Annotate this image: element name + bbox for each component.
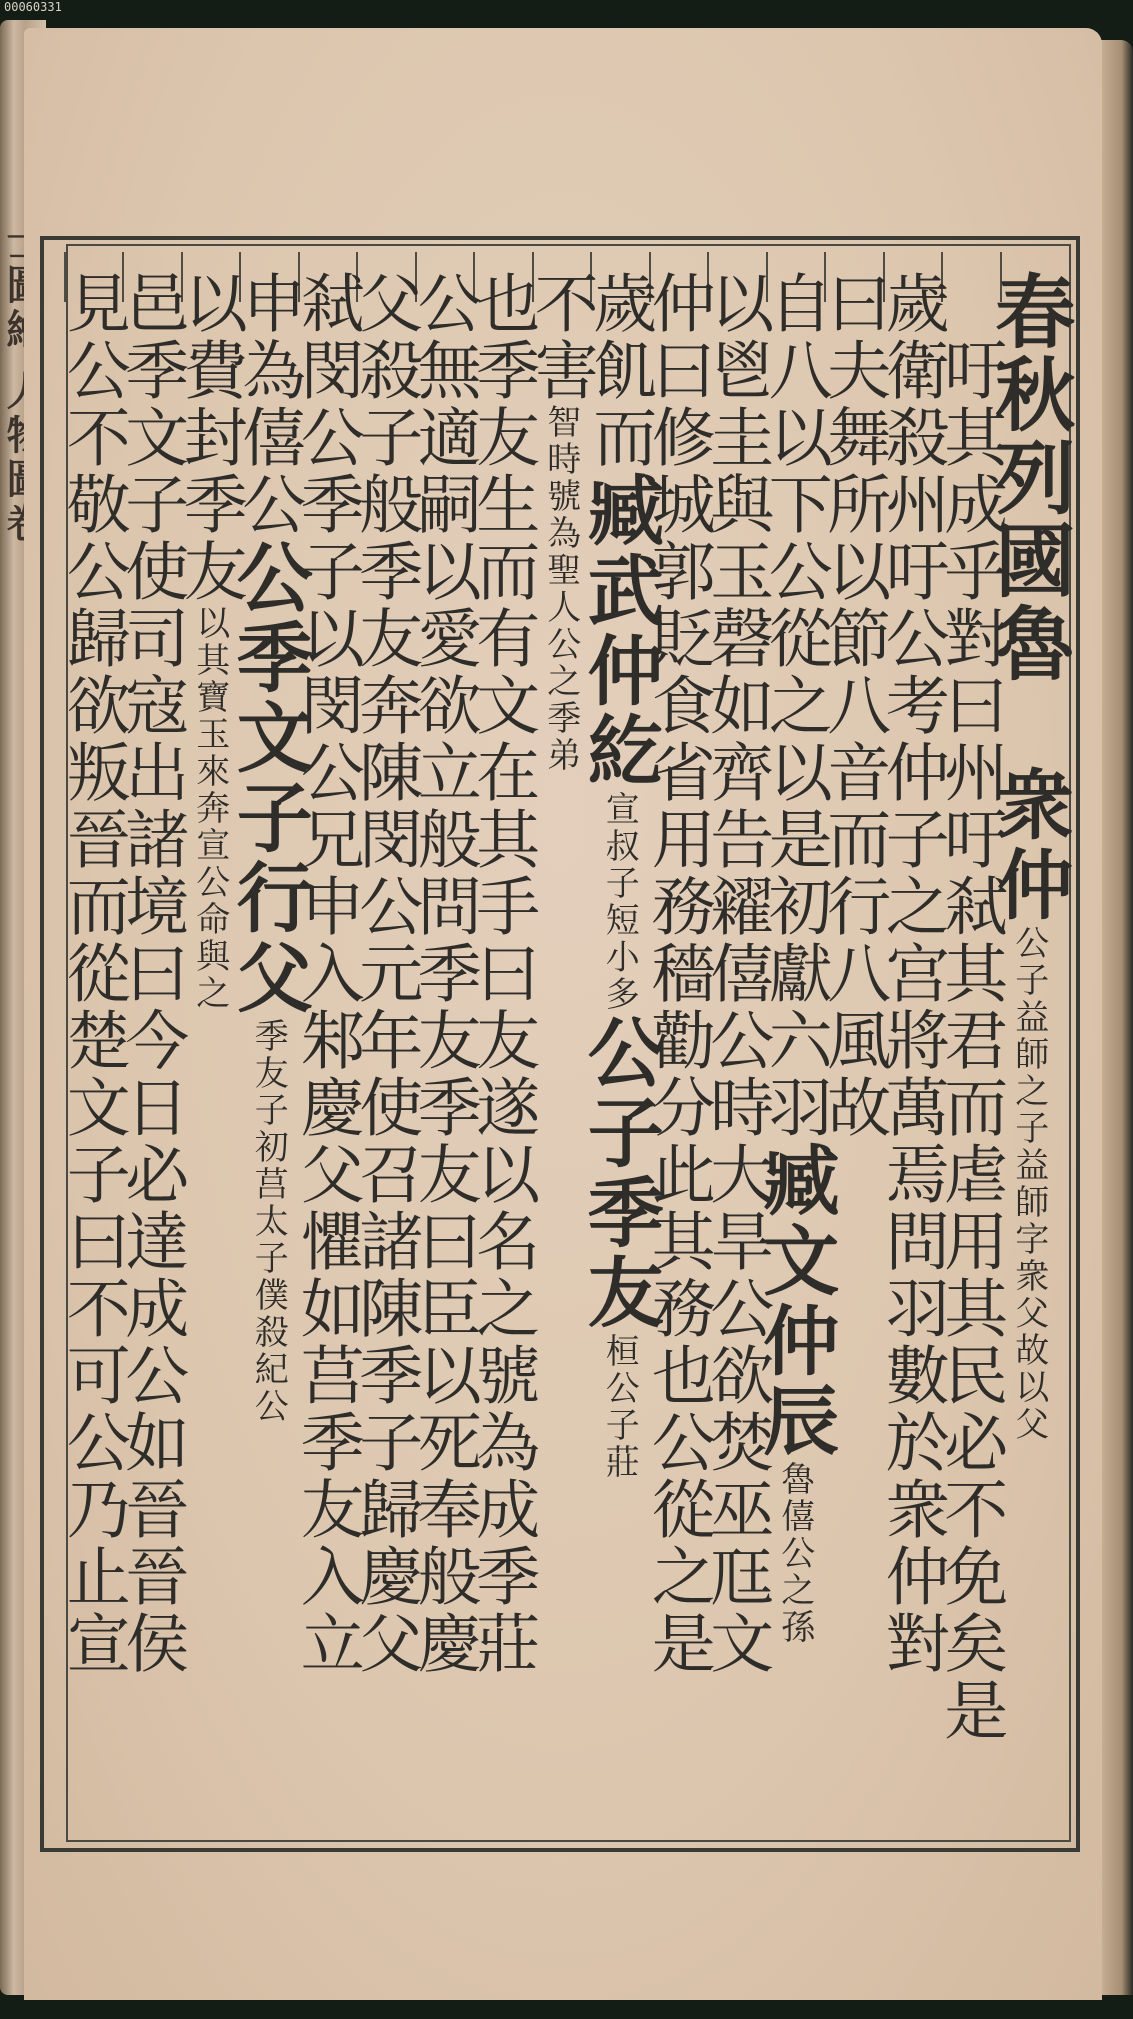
text-run: 以費封季友 bbox=[172, 270, 247, 605]
annotation: 宣叔子短小多 bbox=[599, 791, 640, 1013]
text-run: 吁其成乎對曰州吁弒其君而虐用其民必不免矣是 bbox=[933, 270, 1008, 1744]
text-run: 仲曰修城郭貶食省用務穡勸分此其務也公從之是 bbox=[640, 270, 715, 1677]
annotation: 公子益師之子益師字衆父故以父 bbox=[1008, 925, 1049, 1443]
person-name: 公季文子行父 bbox=[224, 538, 314, 1018]
text-run: 申為僖公 bbox=[231, 270, 306, 538]
text-run: 見公不敬公歸欲叛晉而從楚文子曰不可公乃止宣 bbox=[55, 270, 130, 1677]
annotation: 智時號為聖人 bbox=[540, 404, 581, 626]
text-run: 歲衛殺州吁公考仲子之宫將萬焉問羽數於衆仲對 bbox=[874, 270, 949, 1677]
text-run: 公無適嗣以愛欲立般問季友季友曰臣以死奉般慶 bbox=[406, 270, 481, 1677]
person-name: 臧武仲紇 bbox=[575, 471, 665, 791]
annotation: 魯僖公之孫 bbox=[774, 1461, 815, 1646]
annotation: 公之季弟 bbox=[540, 626, 581, 774]
person-name: 臧文仲辰 bbox=[750, 1141, 840, 1461]
text-column bbox=[43, 270, 143, 1840]
text-run: 曰夫舞所以節八音而行八風故 bbox=[816, 270, 891, 1141]
text-run: 自八以下公從之以是初獻六羽 bbox=[757, 270, 832, 1141]
text-run: 也季友生而有文在其手曰友遂以名之號為成季莊 bbox=[465, 270, 540, 1677]
text-run: 邑季文子使司寇出諸境曰今日必達成公如晉晉侯 bbox=[114, 270, 189, 1677]
text-run: 弒閔公季子以閔公兄申入邾慶父懼如莒季友入立 bbox=[289, 270, 364, 1677]
scan-id-label: 00060331 bbox=[4, 0, 62, 14]
person-name: 公子季友 bbox=[575, 1013, 665, 1333]
text-run: 以鬯圭與玉磬如齊告糴僖公時大旱公欲焚巫尫文 bbox=[699, 270, 774, 1677]
text-run: 歲飢而 bbox=[582, 270, 657, 471]
text-run: 父殺子般季友奔陳閔公元年使召諸陳季子歸慶父 bbox=[348, 270, 423, 1677]
text-run: 不害 bbox=[523, 270, 598, 404]
heading: 春秋列國魯 bbox=[981, 270, 1076, 685]
annotation: 桓公子莊 bbox=[599, 1333, 640, 1481]
person-name: 衆仲 bbox=[984, 685, 1074, 925]
annotation: 季友子初莒太子僕殺紀公 bbox=[248, 1018, 289, 1425]
annotation: 以其寶玉來奔宣公命與之 bbox=[189, 605, 230, 1012]
